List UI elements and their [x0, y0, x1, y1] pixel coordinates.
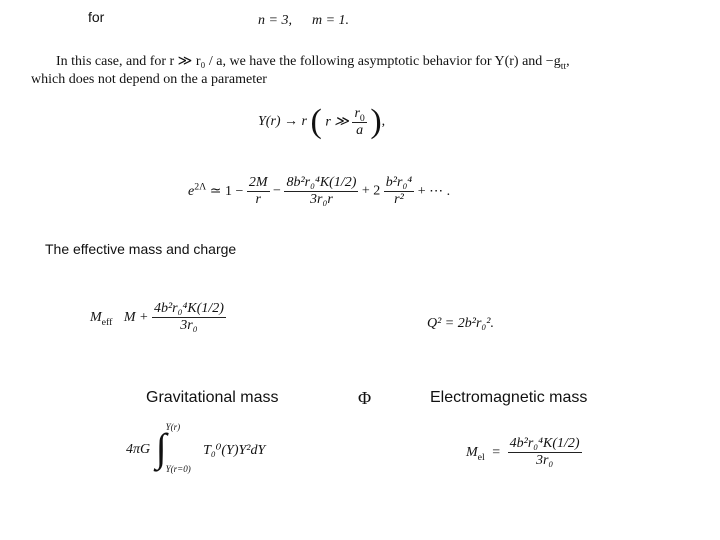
eq-meff-den: 3r₀: [180, 318, 198, 333]
eq-grav-upper: Y(r): [165, 422, 181, 432]
equation-M-el: [466, 436, 582, 469]
eq-lambda-term2: [284, 175, 358, 208]
eq-Y-num: r: [354, 105, 360, 121]
m-equation: m = 1.: [312, 13, 350, 28]
paragraph-line-1-sub: tt: [560, 60, 567, 72]
integral-sign-icon: ∫ Y(r) Y(r=0): [155, 422, 191, 474]
paragraph-line-2: which does not depend on the a parameter: [31, 72, 267, 87]
equation-e2lambda: [188, 175, 450, 208]
eq-lambda-term1: [247, 175, 270, 208]
eq-lambda-t1-num: 2M: [248, 175, 268, 190]
eq-Y-den: a: [356, 122, 364, 138]
eq-meff-lhs-sub: eff: [101, 316, 113, 328]
eq-lambda-lhs-sup: 2Λ: [194, 180, 207, 192]
paragraph-line-1: [56, 53, 570, 70]
eq-lambda-tail: + ⋯ .: [417, 184, 451, 199]
eq-grav-lower: Y(r=0): [165, 464, 191, 474]
n-equation: n = 3,: [258, 13, 292, 28]
eq-lambda-approx: ≃ 1 −: [209, 184, 244, 199]
eq-Y-cond: r ≫: [325, 114, 349, 130]
eq-lambda-minus: −: [273, 183, 281, 199]
equation-grav-integral: [126, 422, 266, 474]
middle-symbol: Φ: [358, 388, 372, 408]
eq-Y-lhs: Y(r) → r: [258, 114, 308, 129]
eq-Y-num-sub: 0: [359, 112, 365, 124]
eq-mel-fraction: [508, 436, 582, 469]
eq-meff-num: 4b²r₀⁴K(1/2): [153, 301, 224, 316]
eq-mel-lhs: M: [466, 444, 478, 460]
eq-meff-lhs: M: [90, 309, 102, 325]
eq-lambda-plus: + 2: [361, 183, 381, 199]
eq-meff-mid: M +: [123, 309, 149, 325]
equation-M-eff: [90, 301, 226, 334]
paragraph-line-1-end: ,: [566, 54, 570, 69]
eq-grav-integrand: T₀⁰(Y)Y²dY: [203, 442, 266, 458]
eq-mel-den: 3r₀: [535, 453, 554, 468]
paragraph-line-1-text: In this case, and for r ≫ r₀ / a, we have the following asymptotic behavior for Y(r) and −g: [56, 54, 561, 69]
gravitational-mass-label: Gravitational mass: [146, 389, 279, 406]
eq-mel-equals: =: [492, 444, 501, 460]
electromagnetic-mass-label: Electromagnetic mass: [430, 389, 588, 406]
eq-lambda-t2-num: 8b²r₀⁴K(1/2): [286, 175, 357, 190]
for-label: for: [88, 9, 105, 25]
eq-grav-pre: 4πG: [126, 442, 151, 457]
eq-lambda-lhs: e: [188, 183, 195, 199]
equation-Q: Q² = 2b²r₀².: [427, 316, 494, 331]
eq-Y-fraction: [352, 106, 366, 139]
eq-lambda-term3: [384, 175, 414, 208]
equation-Y-asymptotic: [258, 103, 385, 141]
left-paren-icon: (: [310, 103, 322, 140]
eq-Y-tail: ,: [381, 114, 386, 129]
eq-meff-fraction: [152, 301, 226, 334]
right-paren-icon: ): [370, 103, 382, 140]
eq-mel-num: 4b²r₀⁴K(1/2): [509, 436, 580, 451]
eq-lambda-t3-den: r²: [394, 192, 404, 207]
eq-lambda-t3-num: b²r₀⁴: [385, 175, 413, 190]
eq-lambda-t2-den: 3r₀r: [310, 192, 333, 207]
eq-lambda-t1-den: r: [255, 192, 261, 207]
section-label: The effective mass and charge: [45, 241, 237, 257]
eq-mel-lhs-sub: el: [477, 451, 485, 463]
